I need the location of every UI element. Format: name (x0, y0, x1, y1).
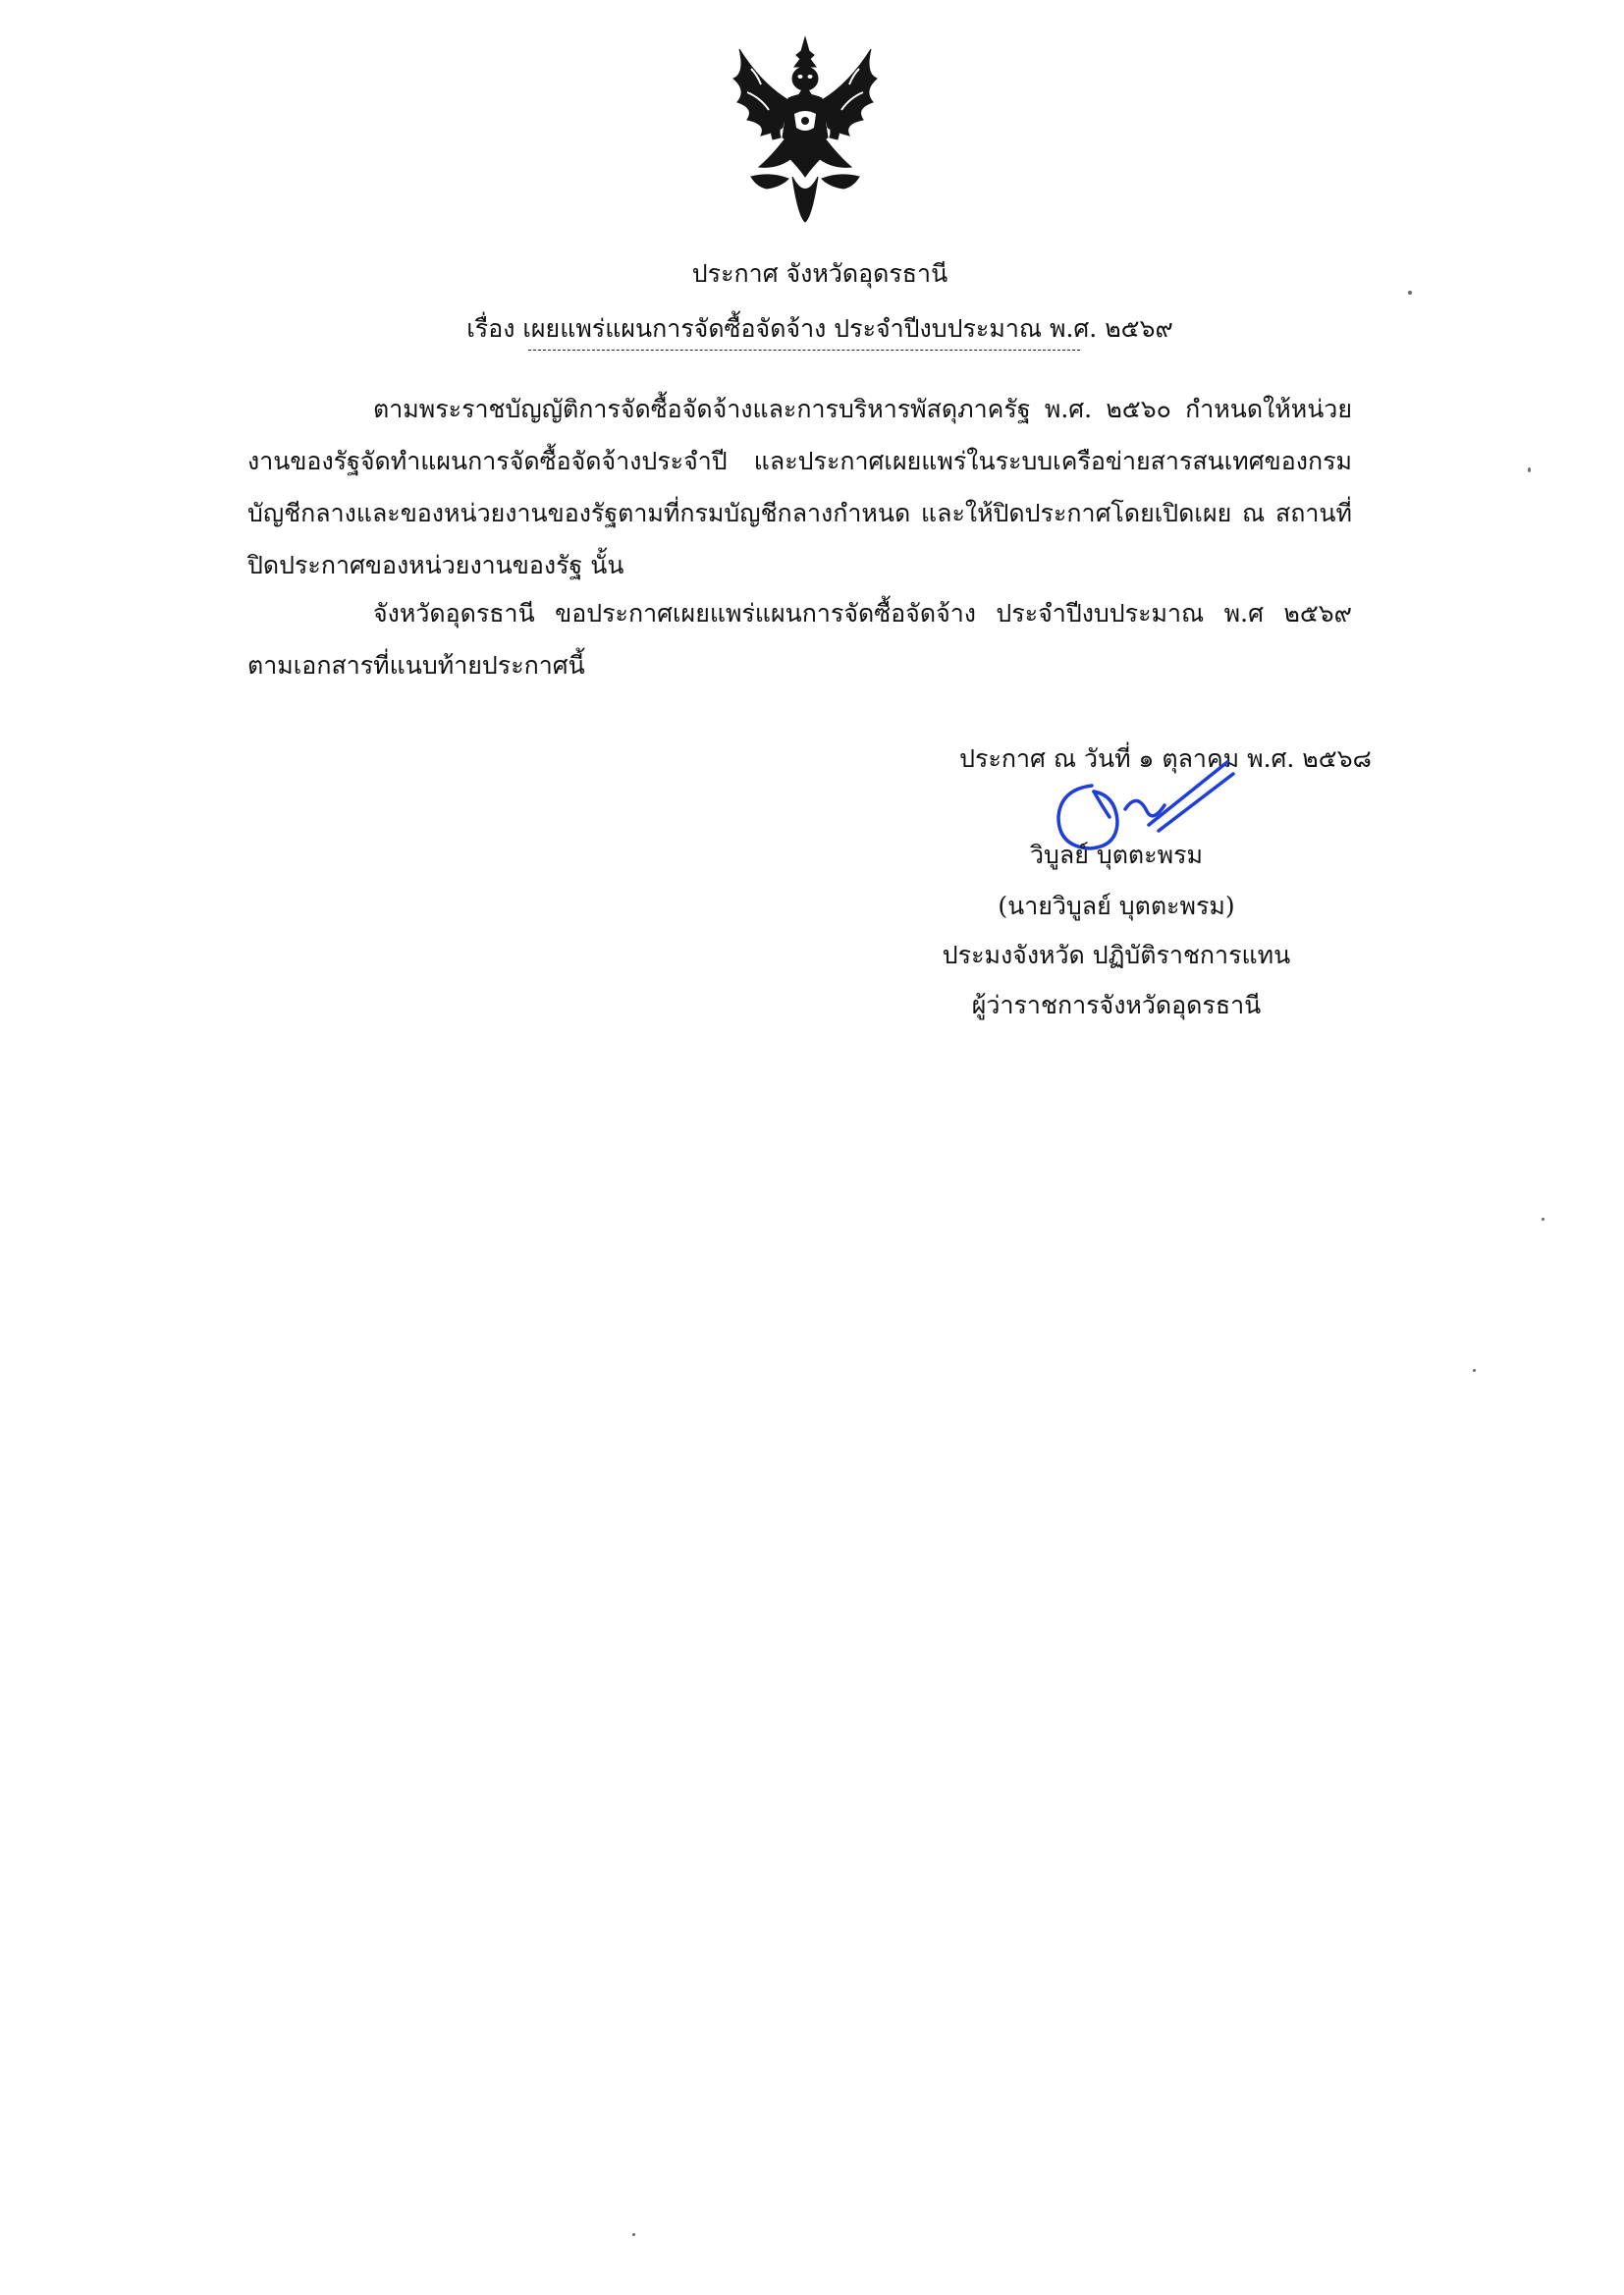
signer-position-2: ผู้ว่าราชการจังหวัดอุดรธานี (971, 991, 1262, 1019)
body-paragraph-1 (247, 383, 1352, 591)
announcement-subject: เรื่อง เผยแพร่แผนการจัดซื้อจัดจ้าง ประจำปีงบประมาณ พ.ศ. ๒๕๖๙ (466, 314, 1173, 343)
title-separator (528, 350, 1080, 351)
signer-position: ประมงจังหวัด ปฏิบัติราชการแทน (942, 941, 1291, 969)
paper-speck (1528, 467, 1531, 472)
signer-full-name: (นายวิบูลย์ บุตตะพรม) (998, 892, 1235, 920)
body-paragraph-2 (247, 587, 1352, 691)
signer-name: วิบูลย์ บุตตะพรม (1030, 841, 1203, 869)
garuda-emblem-icon (712, 29, 898, 226)
paragraph-2-text: จังหวัดอุดรธานี ขอประกาศเผยแพร่แผนการจัดซื้อจัดจ้าง ประจำปีงบประมาณ พ.ศ ๒๕๖๙ ตามเอกสารที่แนบท้ายประกาศนี้ (247, 599, 1352, 680)
paper-speck (1408, 291, 1412, 295)
paragraph-1-text: ตามพระราชบัญญัติการจัดซื้อจัดจ้างและการบริหารพัสดุภาครัฐ พ.ศ. ๒๕๖๐ กำหนดให้หน่วยงานของรัฐจัดทำแผนการจัดซื้อจัดจ้างประจำปี และประกาศเผยแพร่ในระบบเครือข่ายสารสนเทศของกรมบัญชีกลางและของหน่วยงานของรัฐตามที่กรมบัญชีกลางกำหนด และให้ปิดประกาศโดยเปิดเผย ณ สถานที่ปิดประกาศของหน่วยงานของรัฐ นั้น (247, 395, 1352, 579)
paper-speck (632, 2233, 635, 2236)
announcement-title: ประกาศ จังหวัดอุดรธานี (691, 259, 948, 288)
announcement-date: ประกาศ ณ วันที่ ๑ ตุลาคม พ.ศ. ๒๕๖๘ (959, 744, 1372, 773)
paper-speck (1473, 1369, 1476, 1372)
paper-speck (1542, 1218, 1544, 1221)
